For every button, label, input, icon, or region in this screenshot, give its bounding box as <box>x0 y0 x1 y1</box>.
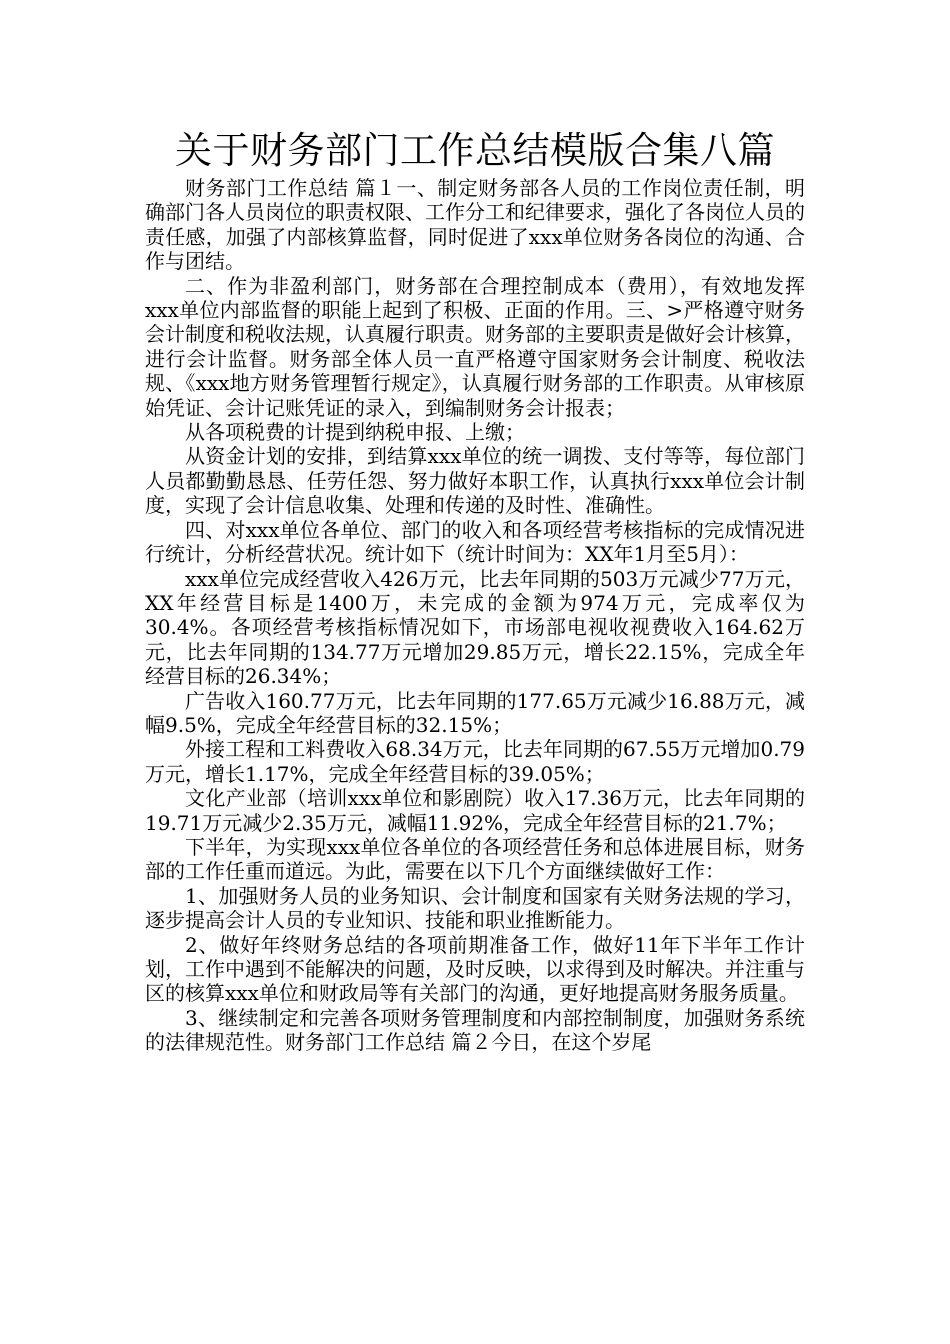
paragraph: 广告收入160.77万元，比去年同期的177.65万元减少16.88万元，减幅9.5%，完成全年经营目标的32.15%； <box>145 688 805 737</box>
paragraph: 财务部门工作总结 篇１一、制定财务部各人员的工作岗位责任制，明确部门各人员岗位的职责权限、工作分工和纪律要求，强化了各岗位人员的责任感，加强了内部核算监督，同时促进了xxx单位财务各岗位的沟通、合作与团结。 <box>145 176 805 274</box>
paragraph: 从各项税费的计提到纳税申报、上缴； <box>185 420 525 445</box>
paragraph: 从资金计划的安排，到结算xxx单位的统一调拨、支付等等，每位部门人员都勤勤恳恳、任劳任怨、努力做好本职工作，认真执行xxx单位会计制度，实现了会计信息收集、处理和传递的及时性、准确性。 <box>145 444 805 518</box>
paragraph: 四、对xxx单位各单位、部门的收入和各项经营考核指标的完成情况进行统计，分析经营状况。统计如下（统计时间为：XX年1月至5月）： <box>145 517 805 567</box>
document-body <box>145 176 805 1055</box>
paragraph: 外接工程和工料费收入68.34万元，比去年同期的67.55万元增加0.79万元，增长1.17%，完成全年经营目标的39.05%； <box>145 737 805 786</box>
paragraph: 1、加强财务人员的业务知识、会计制度和国家有关财务法规的学习，逐步提高会计人员的专业知识、技能和职业推断能力。 <box>145 883 805 933</box>
paragraph: xxx单位完成经营收入426万元，比去年同期的503万元减少77万元，XX年经营目标是1400万，未完成的金额为974万元，完成率仅为30.4%。各项经营考核指标情况如下，市场部电视收视费收入164.62万元，比去年同期的134.77万元增加29.85万元，增长22.15%，完成全年经营目标的26.34%； <box>145 566 805 689</box>
paragraph: 文化产业部（培训xxx单位和影剧院）收入17.36万元，比去年同期的19.71万元减少2.35万元，减幅11.92%，完成全年经营目标的21.7%； <box>145 786 805 835</box>
document-title: 关于财务部门工作总结模版合集八篇 <box>175 129 775 172</box>
paragraph: 2、做好年终财务总结的各项前期准备工作，做好11年下半年工作计划，工作中遇到不能解决的问题，及时反映，以求得到及时解决。并注重与区的核算xxx单位和财政局等有关部门的沟通，更好地提高财务服务质量。 <box>145 932 805 1006</box>
paragraph: 二、作为非盈利部门，财务部在合理控制成本（费用），有效地发挥xxx单位内部监督的职能上起到了积极、正面的作用。三、>严格遵守财务会计制度和税收法规，认真履行职责。财务部的主要职责是做好会计核算，进行会计监督。财务部全体人员一直严格遵守国家财务会计制度、税收法规、《xxx地方财务管理暂行规定》，认真履行财务部的工作职责。从审核原始凭证、会计记账凭证的录入，到编制财务会计报表； <box>145 273 805 420</box>
paragraph: 3、继续制定和完善各项财务管理制度和内部控制制度，加强财务系统的法律规范性。财务部门工作总结 篇２今日，在这个岁尾 <box>145 1005 805 1055</box>
paragraph: 下半年，为实现xxx单位各单位的各项经营任务和总体进展目标，财务部的工作任重而道远。为此，需要在以下几个方面继续做好工作： <box>145 834 805 884</box>
